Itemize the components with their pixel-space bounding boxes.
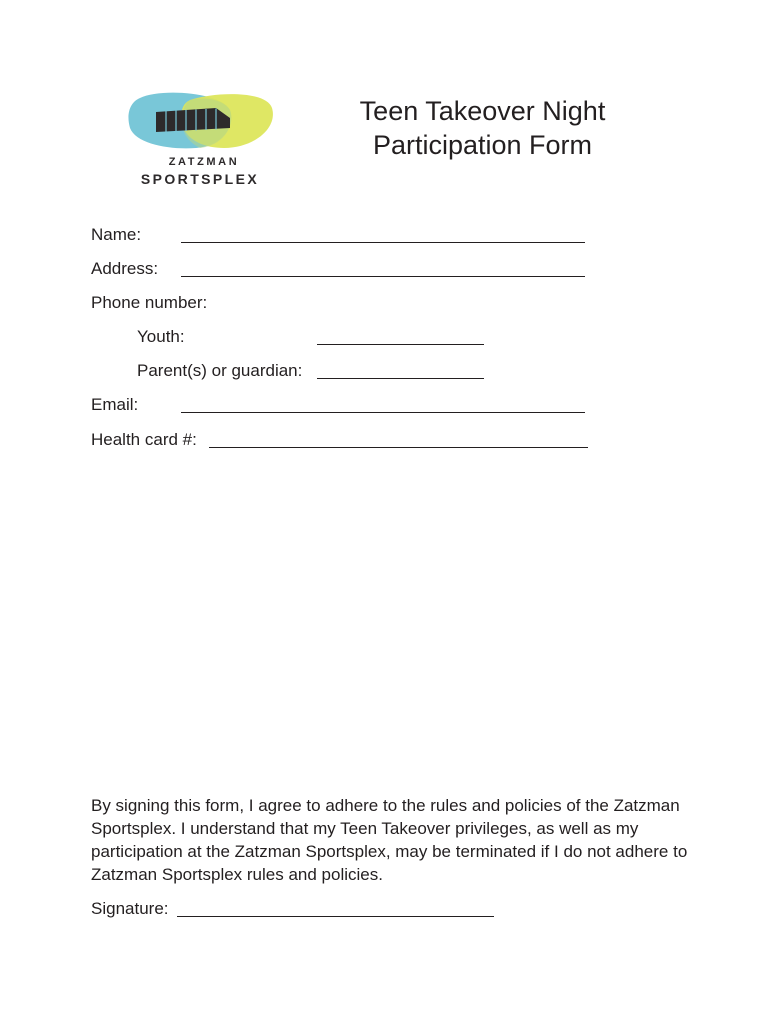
title-line-2: Participation Form [372, 130, 593, 160]
zatzman-logo [126, 90, 276, 192]
logo-text-sportsplex: SPORTSPLEX [140, 171, 260, 187]
form-title [330, 94, 635, 162]
signature-field[interactable] [177, 916, 494, 917]
email-label: Email: [91, 395, 139, 414]
logo-text-zatzman: ZATZMAN [168, 156, 240, 168]
name-field[interactable] [181, 242, 585, 243]
agreement-section [91, 794, 691, 886]
agreement-text: By signing this form, I agree to adhere to the rules and policies of the Zatzman Sportsplex. I understand that my Teen Takeover privileges, as well as my participation at the Zatzman Sportsplex, may be terminated if I do not adhere to Zatzman Sportsplex rules and policies. [91, 796, 688, 884]
address-field[interactable] [181, 276, 585, 277]
parent-phone-label: Parent(s) or guardian: [137, 361, 303, 380]
logo-mark-icon [126, 90, 276, 160]
parent-phone-field[interactable] [317, 378, 484, 379]
title-line-1: Teen Takeover Night [359, 96, 606, 126]
youth-phone-field[interactable] [317, 344, 484, 345]
address-label: Address: [91, 259, 159, 278]
email-field[interactable] [181, 412, 585, 413]
youth-phone-label: Youth: [137, 327, 185, 346]
signature-label: Signature: [91, 899, 169, 918]
name-label: Name: [91, 225, 142, 244]
phone-number-label: Phone number: [91, 293, 208, 312]
health-card-field[interactable] [209, 447, 588, 448]
health-card-label: Health card #: [91, 430, 197, 449]
